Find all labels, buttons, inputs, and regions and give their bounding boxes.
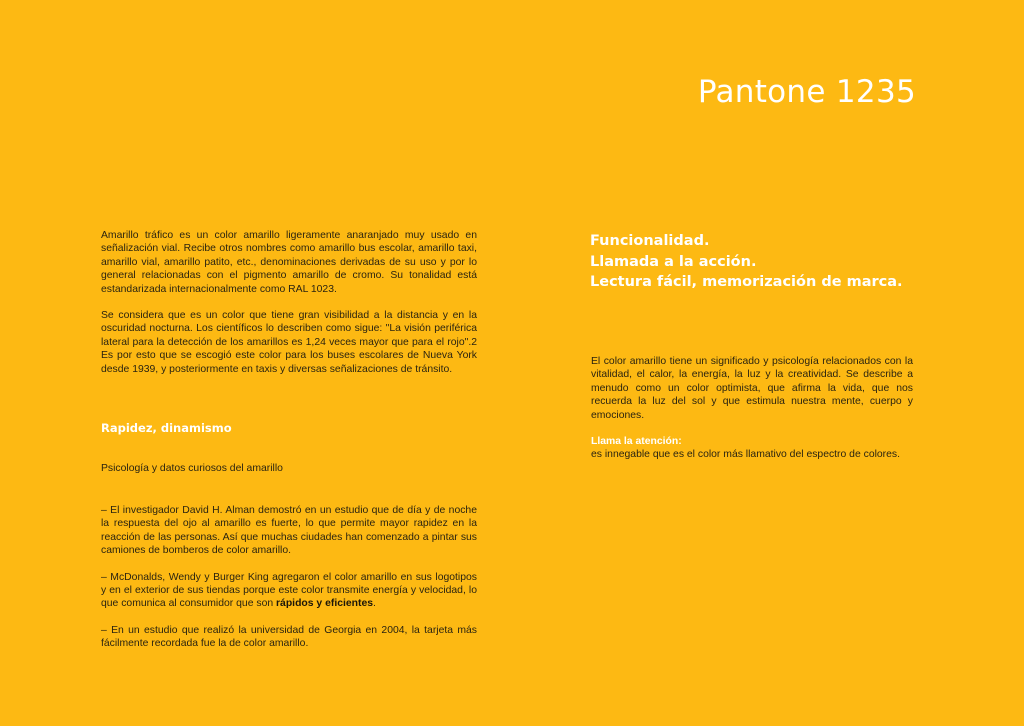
visibility-paragraph: Se considera que es un color que tiene gran visibilidad a la distancia y en la oscuridad nocturna. Los científicos lo describen como sigue: "La visión periférica lateral para la detección de los amarillos es 1,24 veces mayor que para el rojo".2 Es por esto que se escogió este color para los buses escolares de Nueva York desde 1939, y posteriormente en taxis y diversas señalizaciones de tránsito. (101, 310, 477, 375)
callout-text: es innegable que es el color más llamativo del espectro de colores. (591, 449, 901, 461)
left-column-intro (101, 229, 477, 376)
meaning-paragraph: El color amarillo tiene un significado y psicología relacionados con la vitalidad, el calor, la energía, la luz y la creatividad. Se describe a menudo como un color optimista, que afirma la vida, que nos recuerda la luz del sol y que estimula nuestra mente, cuerpo y emociones. (591, 356, 913, 421)
fact-text: – McDonalds, Wendy y Burger King agregaron el color amarillo en sus logotipos y en el exterior de sus tiendas porque este color transmite energía y velocidad, lo que comunica al consumidor que son (101, 571, 477, 610)
fact-item: – El investigador David H. Alman demostró en un estudio que de día y de noche la respuesta del ojo al amarillo es fuerte, lo que permite mayor rapidez en la reacción de las personas. Así que muchas ciudades han comenzado a pintar sus camiones de bomberos de color amarillo. (101, 505, 477, 557)
right-heading-block (590, 231, 903, 293)
page-title: Pantone 1235 (697, 74, 916, 110)
section-subheading: Rapidez, dinamismo (101, 421, 232, 435)
callout-label: Llama la atención: (591, 436, 682, 448)
fact-item (101, 571, 477, 611)
intro-paragraph: Amarillo tráfico es un color amarillo ligeramente anaranjado muy usado en señalización vial. Recibe otros nombres como amarillo bus escolar, amarillo taxi, amarillo vial, amarillo patito, etc., denominaciones derivadas de su uso y por lo general relacionadas con el pigmento amarillo de cromo. Su tonalidad está estandarizada internacionalmente como RAL 1023. (101, 230, 477, 295)
fact-text-end: . (373, 598, 376, 610)
psychology-caption: Psicología y datos curiosos del amarillo (101, 463, 283, 474)
facts-list (101, 504, 477, 664)
fact-item: – En un estudio que realizó la universidad de Georgia en 2004, la tarjeta más fácilmente recordada fue la de color amarillo. (101, 624, 477, 650)
right-heading-line: Funcionalidad. (590, 233, 710, 249)
right-heading-line: Llamada a la acción. (590, 253, 757, 270)
right-column-body (591, 355, 913, 462)
right-heading-line: Lectura fácil, memorización de marca. (590, 274, 903, 290)
fact-emphasis: rápidos y eficientes (276, 598, 374, 610)
